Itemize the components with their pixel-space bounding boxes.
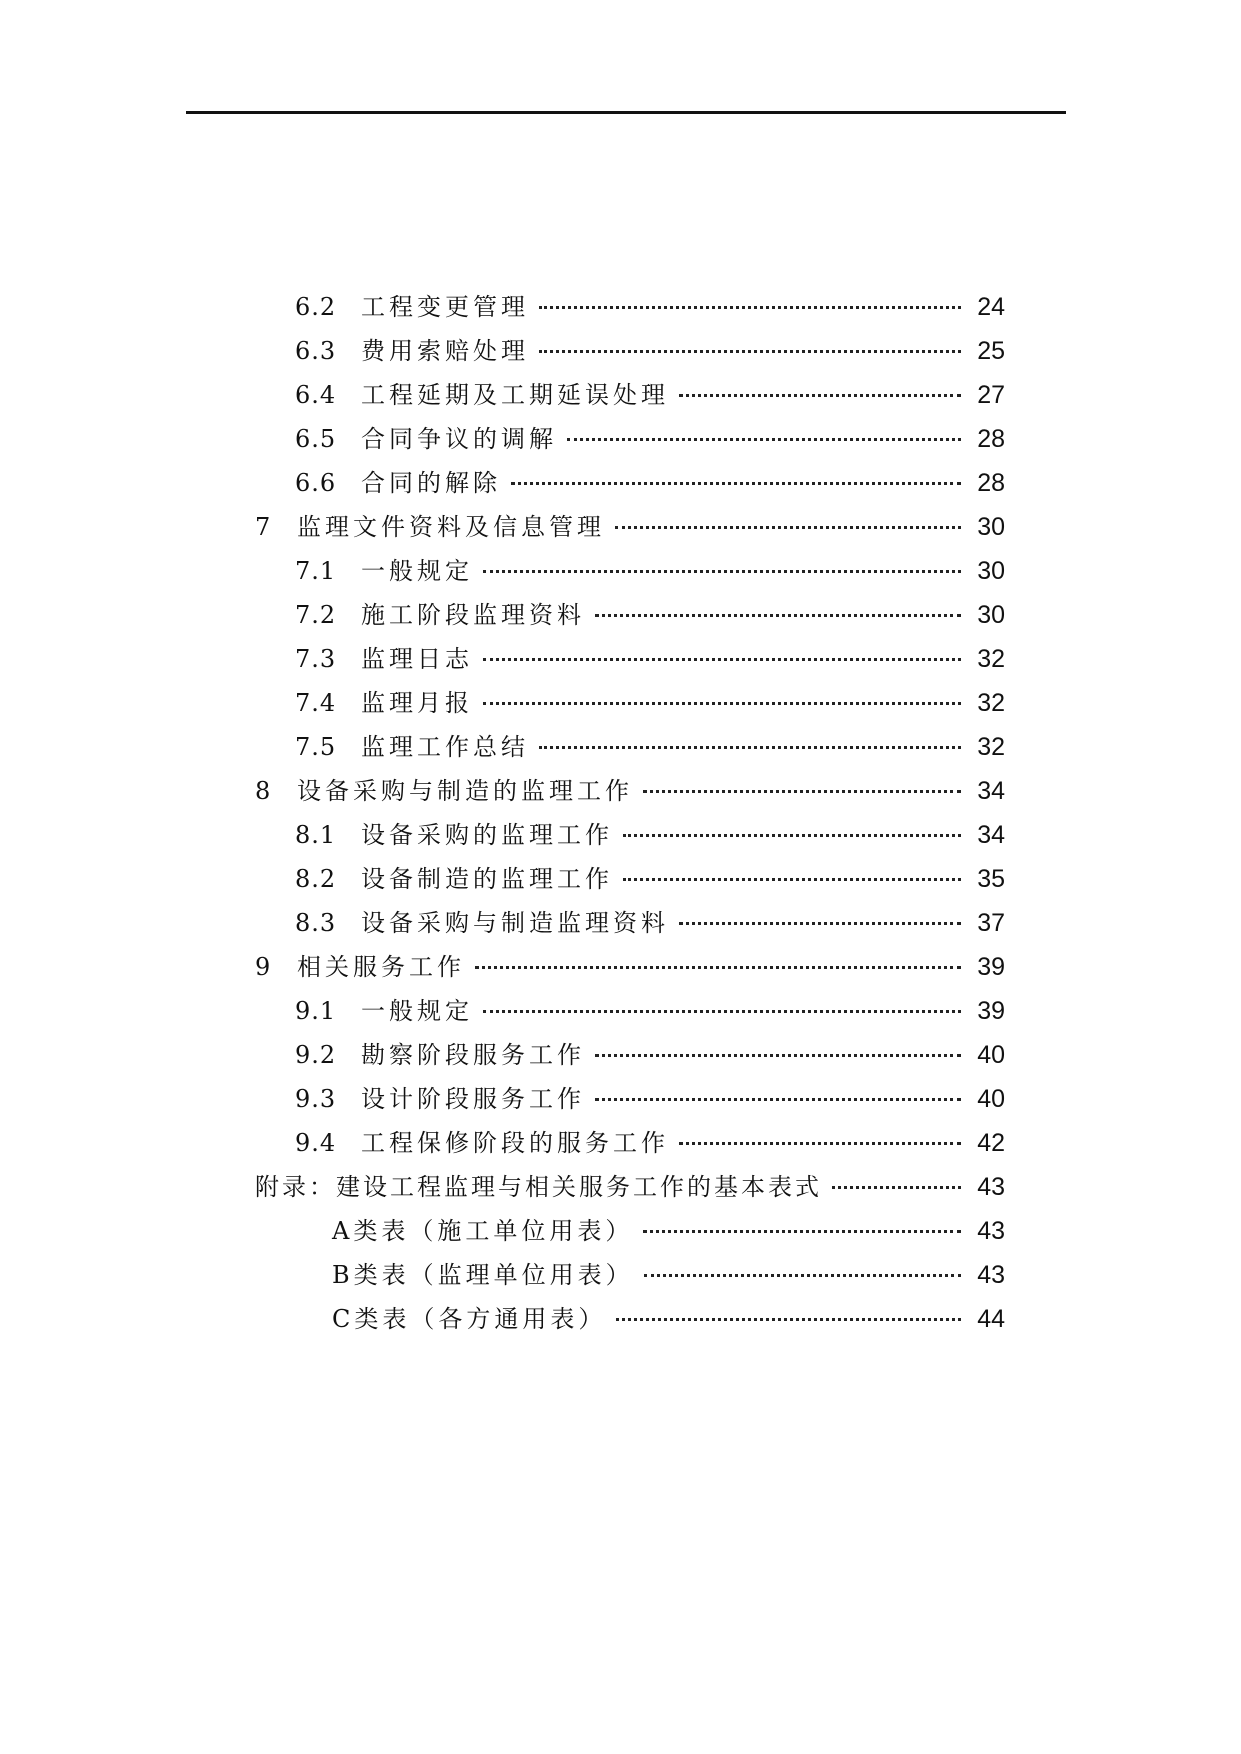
toc-entry-7-5[interactable] — [295, 727, 1005, 767]
page-number: 28 — [977, 469, 1005, 497]
dot-leader — [483, 568, 961, 573]
chapter-number: 7 — [255, 513, 272, 541]
page-number: 30 — [977, 601, 1005, 629]
toc-entry-6-6[interactable] — [295, 463, 1005, 503]
toc-entry-9-3[interactable] — [295, 1079, 1005, 1119]
section-title: 施工阶段监理资料 — [361, 601, 585, 629]
dot-leader — [567, 436, 961, 441]
page-number: 39 — [977, 997, 1005, 1025]
toc-entry-8-2[interactable] — [295, 859, 1005, 899]
section-number: 8.3 — [295, 909, 337, 937]
section-number: 9.4 — [295, 1129, 337, 1157]
page-number: 44 — [977, 1305, 1005, 1333]
dot-leader — [615, 524, 961, 529]
toc-chapter-9[interactable] — [255, 947, 1005, 987]
section-number: 8.2 — [295, 865, 337, 893]
section-title: 一般规定 — [361, 997, 473, 1025]
appendix-title: 附录：建设工程监理与相关服务工作的基本表式 — [255, 1173, 822, 1201]
page-number: 39 — [977, 953, 1005, 981]
section-title: 监理日志 — [361, 645, 473, 673]
section-number: 7.5 — [295, 733, 337, 761]
chapter-number: 9 — [255, 953, 272, 981]
page-number: 43 — [977, 1261, 1005, 1289]
dot-leader — [643, 1228, 961, 1233]
page-number: 24 — [977, 293, 1005, 321]
dot-leader — [595, 612, 961, 617]
section-title: 一般规定 — [361, 557, 473, 585]
section-number: 9.1 — [295, 997, 337, 1025]
dot-leader — [679, 1140, 961, 1145]
section-title: 监理工作总结 — [361, 733, 529, 761]
section-title: 工程延期及工期延误处理 — [361, 381, 669, 409]
toc-appendix-b[interactable] — [332, 1255, 1005, 1295]
section-title: 工程保修阶段的服务工作 — [361, 1129, 669, 1157]
section-number: 7.2 — [295, 601, 337, 629]
section-number: 7.1 — [295, 557, 337, 585]
section-title: 勘察阶段服务工作 — [361, 1041, 585, 1069]
appendix-b-title: B类表（监理单位用表） — [332, 1261, 634, 1289]
section-title: 监理月报 — [361, 689, 473, 717]
dot-leader — [595, 1052, 961, 1057]
dot-leader — [643, 788, 961, 793]
toc-appendix[interactable] — [255, 1167, 1005, 1207]
section-number: 9.3 — [295, 1085, 337, 1113]
section-number: 6.4 — [295, 381, 337, 409]
dot-leader — [832, 1184, 961, 1189]
toc-entry-7-2[interactable] — [295, 595, 1005, 635]
page-number: 34 — [977, 777, 1005, 805]
section-number: 7.4 — [295, 689, 337, 717]
page-number: 32 — [977, 733, 1005, 761]
toc-entry-8-3[interactable] — [295, 903, 1005, 943]
section-title: 工程变更管理 — [361, 293, 529, 321]
toc-chapter-7[interactable] — [255, 507, 1005, 547]
dot-leader — [595, 1096, 961, 1101]
toc-appendix-c[interactable] — [332, 1299, 1005, 1339]
section-number: 6.6 — [295, 469, 337, 497]
section-number: 8.1 — [295, 821, 337, 849]
appendix-c-title: C类表（各方通用表） — [332, 1305, 607, 1333]
chapter-title: 相关服务工作 — [297, 953, 465, 981]
dot-leader — [679, 392, 961, 397]
toc-chapter-8[interactable] — [255, 771, 1005, 811]
section-number: 6.2 — [295, 293, 337, 321]
section-title: 费用索赔处理 — [361, 337, 529, 365]
section-title: 合同争议的调解 — [361, 425, 557, 453]
page-number: 37 — [977, 909, 1005, 937]
section-number: 9.2 — [295, 1041, 337, 1069]
dot-leader — [679, 920, 961, 925]
toc-entry-9-4[interactable] — [295, 1123, 1005, 1163]
page-number: 32 — [977, 645, 1005, 673]
dot-leader — [475, 964, 961, 969]
page-number: 27 — [977, 381, 1005, 409]
toc-entry-7-1[interactable] — [295, 551, 1005, 591]
toc-entry-6-5[interactable] — [295, 419, 1005, 459]
section-title: 设备采购的监理工作 — [361, 821, 613, 849]
page-number: 30 — [977, 557, 1005, 585]
toc-entry-6-3[interactable] — [295, 331, 1005, 371]
toc-entry-6-2[interactable] — [295, 287, 1005, 327]
page-number: 40 — [977, 1085, 1005, 1113]
toc-entry-9-2[interactable] — [295, 1035, 1005, 1075]
toc-entry-9-1[interactable] — [295, 991, 1005, 1031]
page-number: 43 — [977, 1217, 1005, 1245]
toc-appendix-a[interactable] — [332, 1211, 1005, 1251]
section-number: 6.5 — [295, 425, 337, 453]
section-number: 6.3 — [295, 337, 337, 365]
dot-leader — [644, 1272, 961, 1277]
section-title: 设备制造的监理工作 — [361, 865, 613, 893]
page-number: 28 — [977, 425, 1005, 453]
page-number: 35 — [977, 865, 1005, 893]
page-number: 25 — [977, 337, 1005, 365]
dot-leader — [616, 1316, 961, 1321]
dot-leader — [483, 656, 961, 661]
section-title: 设备采购与制造监理资料 — [361, 909, 669, 937]
dot-leader — [539, 348, 961, 353]
dot-leader — [483, 700, 961, 705]
page-number: 40 — [977, 1041, 1005, 1069]
section-title: 合同的解除 — [361, 469, 501, 497]
toc-entry-7-4[interactable] — [295, 683, 1005, 723]
page-number: 30 — [977, 513, 1005, 541]
dot-leader — [483, 1008, 961, 1013]
chapter-title: 设备采购与制造的监理工作 — [297, 777, 633, 805]
dot-leader — [539, 304, 961, 309]
dot-leader — [539, 744, 961, 749]
section-title: 设计阶段服务工作 — [361, 1085, 585, 1113]
dot-leader — [623, 876, 961, 881]
section-number: 7.3 — [295, 645, 337, 673]
page-number: 34 — [977, 821, 1005, 849]
chapter-title: 监理文件资料及信息管理 — [297, 513, 605, 541]
page-number: 32 — [977, 689, 1005, 717]
chapter-number: 8 — [255, 777, 272, 805]
dot-leader — [511, 480, 961, 485]
toc-entry-7-3[interactable] — [295, 639, 1005, 679]
toc-entry-6-4[interactable] — [295, 375, 1005, 415]
page-number: 42 — [977, 1129, 1005, 1157]
toc-entry-8-1[interactable] — [295, 815, 1005, 855]
page-number: 43 — [977, 1173, 1005, 1201]
appendix-a-title: A类表（施工单位用表） — [332, 1217, 634, 1245]
dot-leader — [623, 832, 961, 837]
